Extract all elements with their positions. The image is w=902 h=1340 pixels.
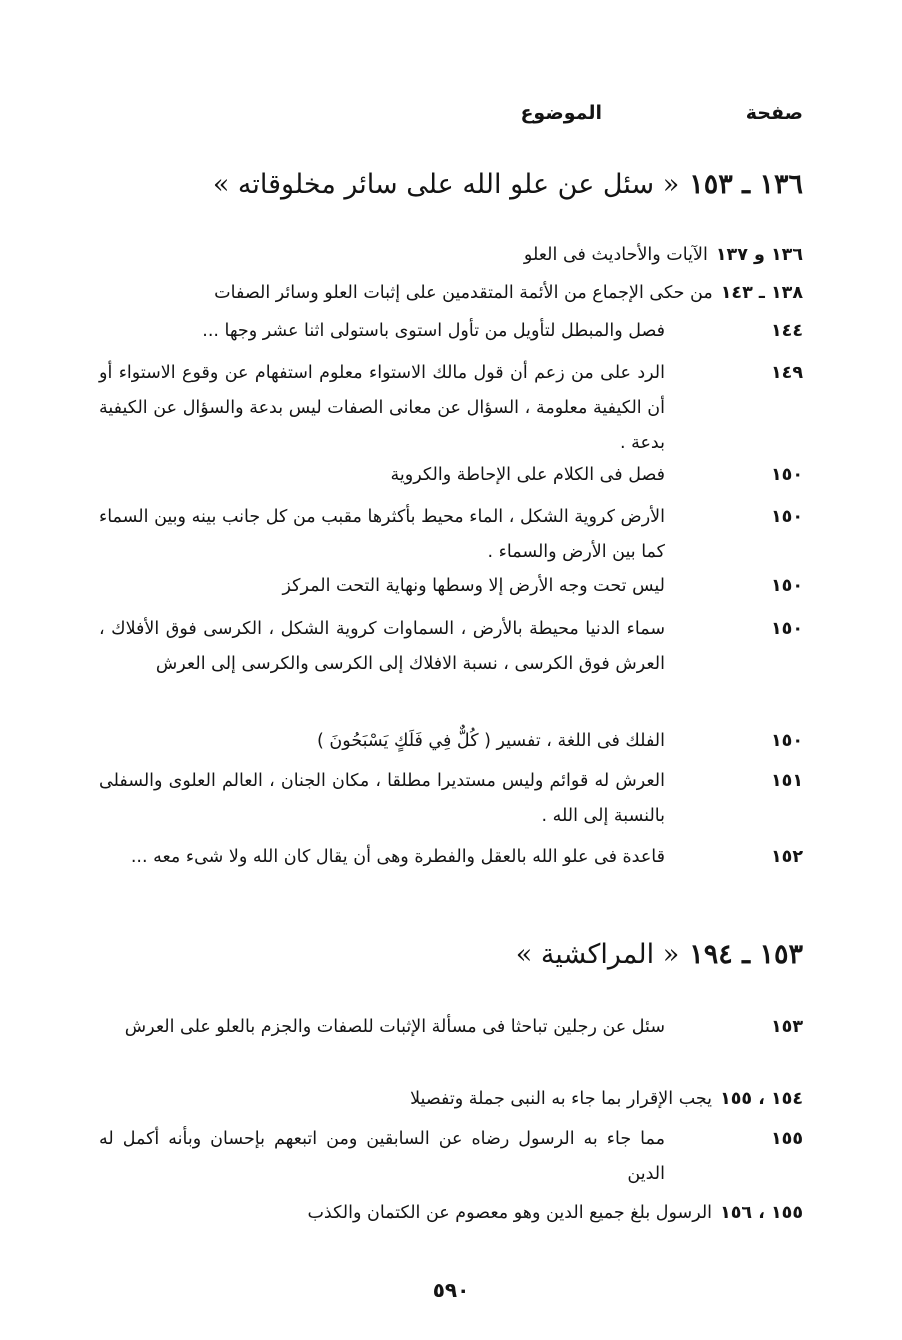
entry-text: من حكى الإجماع من الأئمة المتقدمين على إثبات العلو وسائر الصفات [214, 283, 713, 303]
toc-entry [524, 238, 803, 273]
column-header-page: صفحة [745, 102, 803, 124]
entry-page: ١٤٩ [770, 363, 803, 383]
section-title: « سئل عن علو الله على سائر مخلوقاته » [212, 169, 680, 200]
section-title: « المراكشية » [515, 939, 680, 970]
entry-text: الآيات والأحاديث فى العلو [523, 245, 708, 265]
entry-page: ١٥٠ [770, 619, 803, 639]
toc-entry [214, 276, 803, 311]
entry-text: سئل عن رجلين تباحثا فى مسألة الإثبات للصفات والجزم بالعلو على العرش [124, 1017, 665, 1037]
entry-page: ١٤٤ [770, 321, 803, 341]
entry-text: قاعدة فى علو الله بالعقل والفطرة وهى أن يقال كان الله ولا شىء معه ... [130, 847, 665, 867]
entry-page: ١٥٥ [770, 1129, 803, 1149]
section-range: ١٥٣ ـ ١٩٤ [689, 939, 803, 970]
entry-page: ١٥٢ [770, 847, 803, 867]
entry-text: فصل فى الكلام على الإحاطة والكروية [390, 465, 665, 485]
entry-text: الأرض كروية الشكل ، الماء محيط بأكثرها مقبب من كل جانب بينه وبين السماء كما بين الأرض والسماء . [99, 507, 665, 562]
entry-text: الرد على من زعم أن قول مالك الاستواء معلوم استفهام عن وقوع الاستواء أو أن الكيفية معلومة ، السؤال عن معانى الصفات ليس بدعة والسؤال عن الكيفية بدعة . [99, 363, 665, 453]
section-range: ١٣٦ ـ ١٥٣ [689, 169, 803, 200]
entry-page: ١٣٨ ـ ١٤٣ [720, 283, 803, 303]
entry-text: الفلك فى اللغة ، تفسير ( كُلٌّ فِي فَلَكٍ يَسْبَحُونَ ) [317, 731, 665, 751]
page-number: ٥٩٠ [432, 1278, 470, 1302]
entry-text: سماء الدنيا محيطة بالأرض ، السماوات كروية الشكل ، الكرسى فوق الأفلاك ، العرش فوق الكرسى ، نسبة الافلاك إلى الكرسى والكرسى إلى العرش [99, 619, 665, 674]
section-heading [213, 168, 803, 202]
entry-text: الرسول بلغ جميع الدين وهو معصوم عن الكتمان والكذب [307, 1203, 713, 1223]
entry-text: ليس تحت وجه الأرض إلا وسطها ونهاية التحت المركز [282, 576, 665, 596]
entry-page: ١٣٦ و ١٣٧ [715, 245, 803, 265]
entry-page: ١٥٠ [770, 465, 803, 485]
entry-text: العرش له قوائم وليس مستديرا مطلقا ، مكان الجنان ، العالم العلوى والسفلى بالنسبة إلى الله . [99, 771, 665, 826]
entry-text: يجب الإقرار بما جاء به النبى جملة وتفصيلا [410, 1089, 713, 1109]
toc-entry [410, 1082, 803, 1117]
entry-page: ١٥٤ ، ١٥٥ [720, 1089, 803, 1109]
toc-entry [307, 1196, 803, 1231]
entry-page: ١٥١ [770, 771, 803, 791]
entry-page: ١٥٥ ، ١٥٦ [720, 1203, 803, 1223]
section-heading [516, 938, 803, 972]
entry-text: مما جاء به الرسول رضاه عن السابقين ومن اتبعهم بإحسان وبأنه أكمل له الدين [99, 1129, 665, 1184]
entry-page: ١٥٣ [770, 1017, 803, 1037]
entry-page: ١٥٠ [770, 507, 803, 527]
entry-page: ١٥٠ [770, 576, 803, 596]
entry-page: ١٥٠ [770, 731, 803, 751]
column-header-topic: الموضوع [520, 102, 602, 124]
entry-text: فصل والمبطل لتأويل من تأول استوى باستولى اثنا عشر وجها ... [202, 321, 665, 341]
